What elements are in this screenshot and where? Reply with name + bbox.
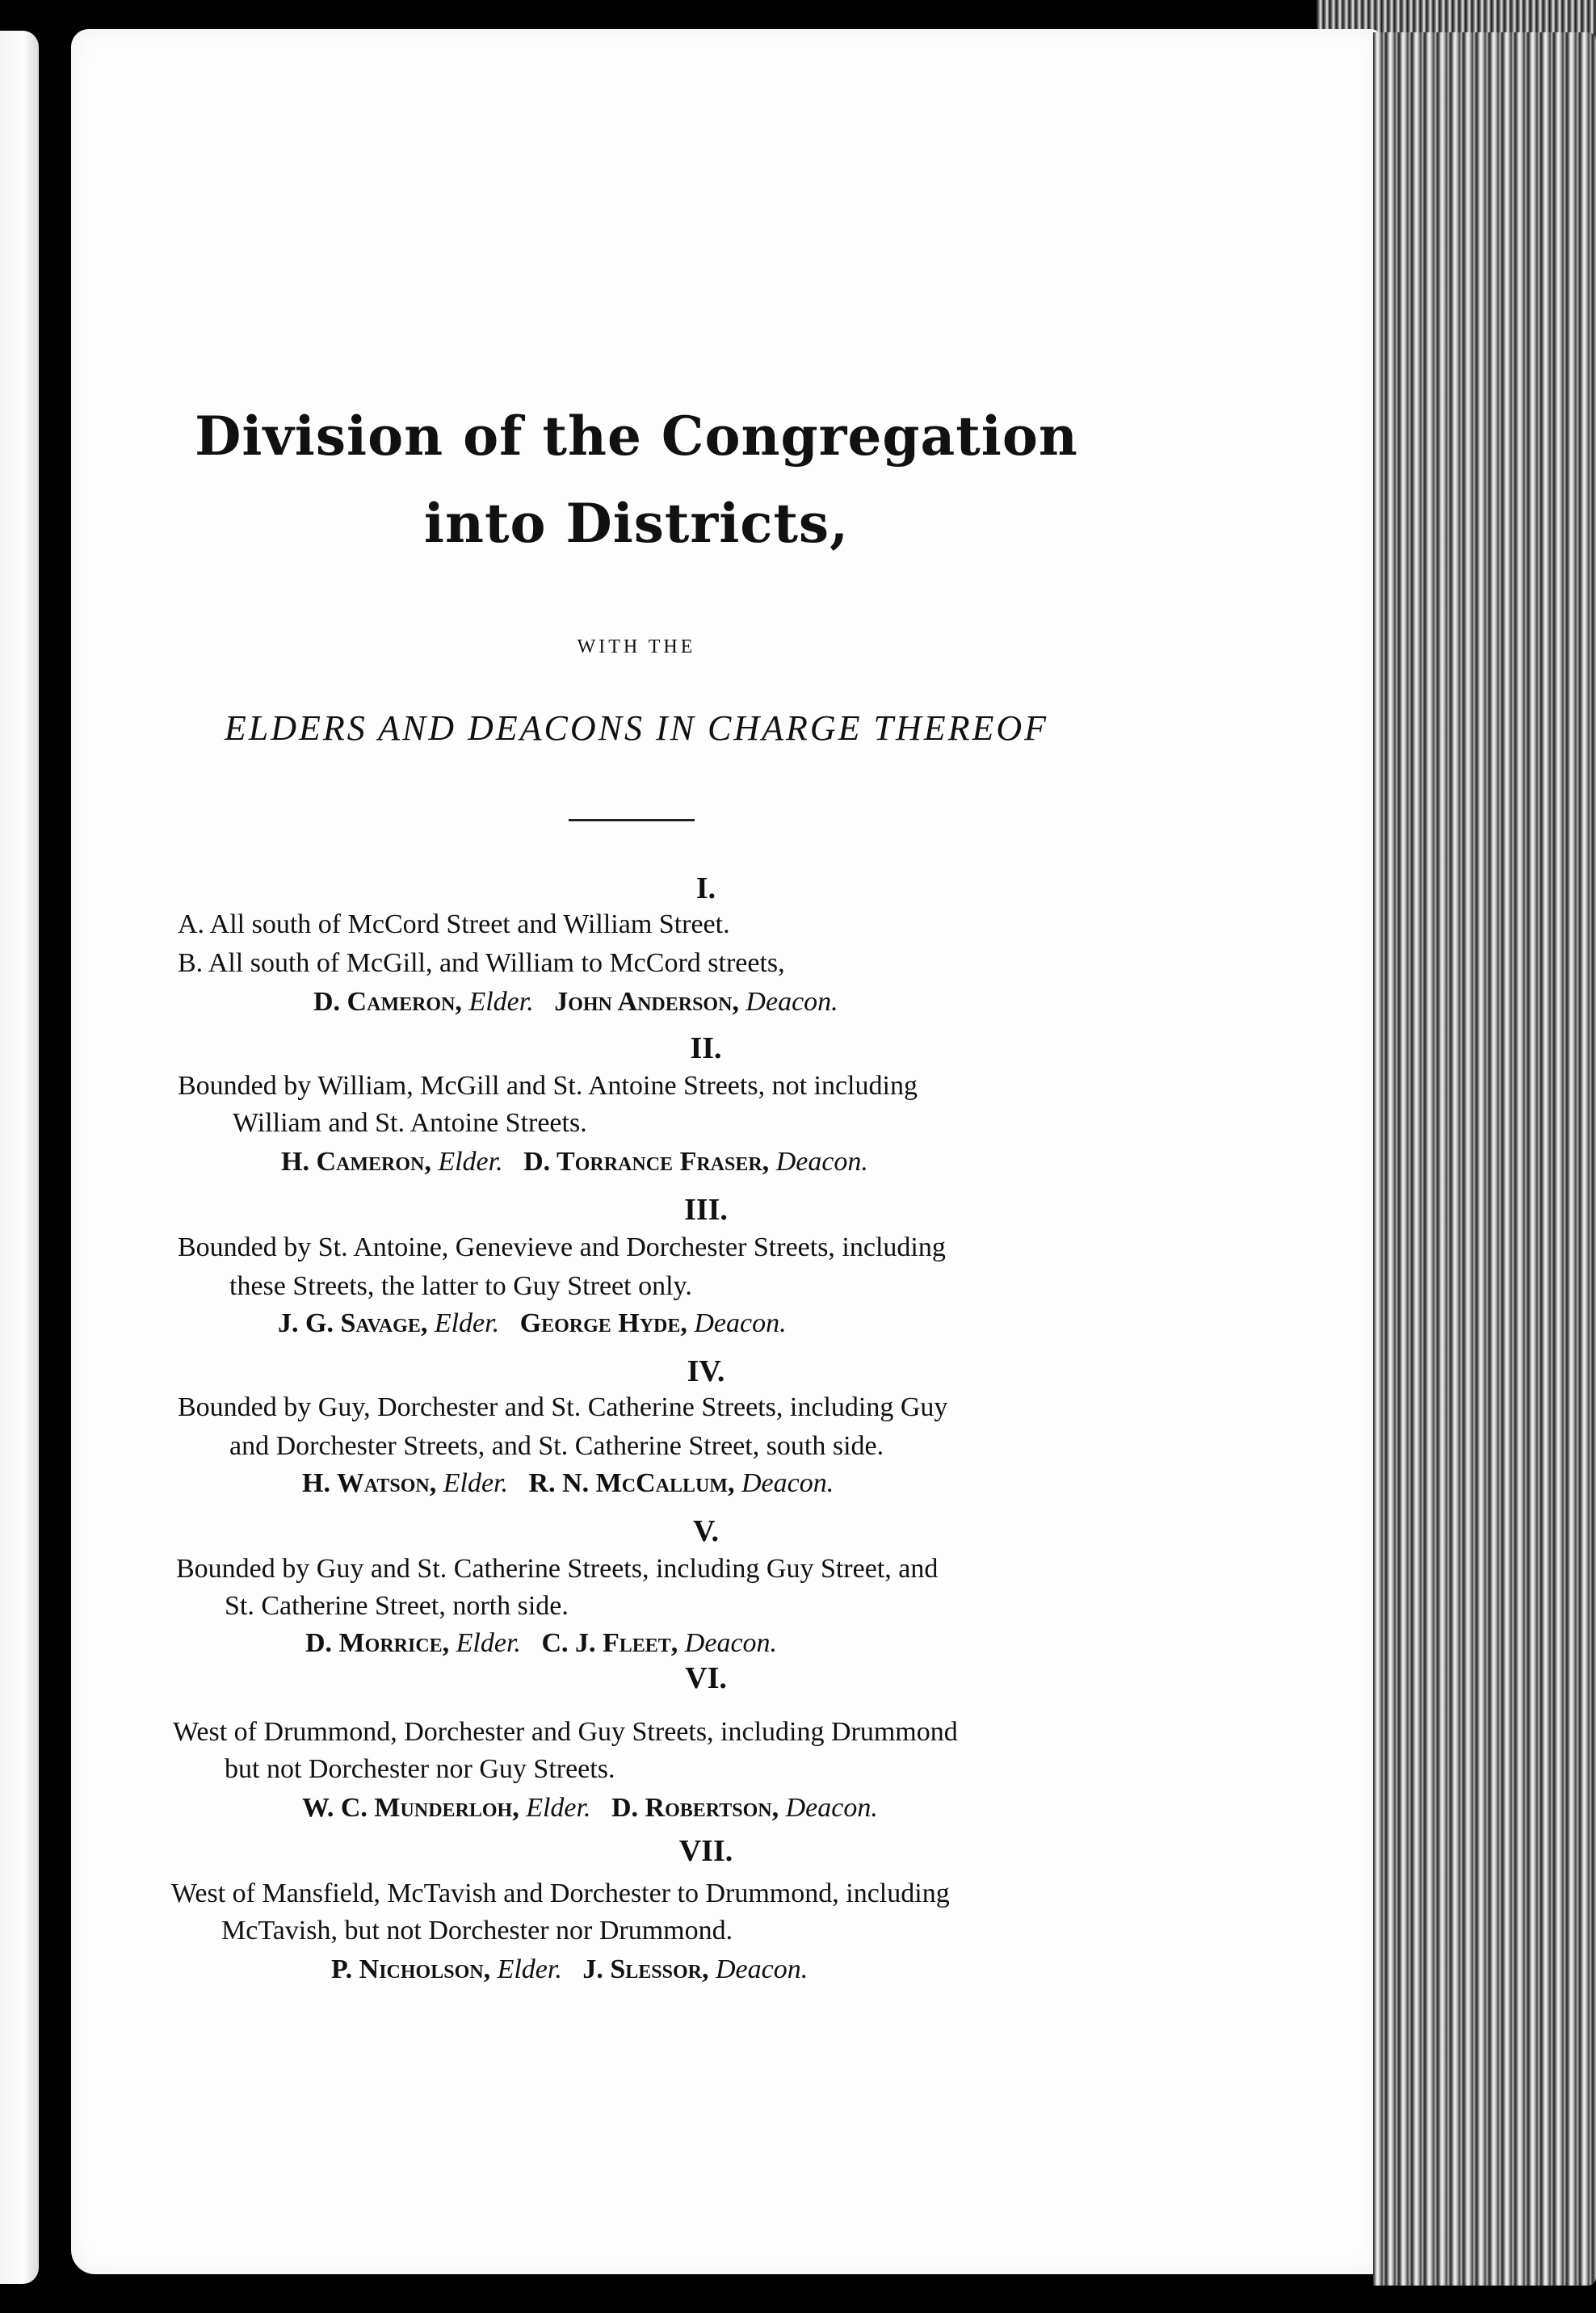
page-subtitle: ELDERS AND DEACONS IN CHARGE THEREOF <box>224 708 1049 748</box>
district-boundary-line: and Dorchester Streets, and St. Catherine Street, south side. <box>229 1431 884 1461</box>
district-officers <box>313 987 838 1018</box>
elder-name: H. Cameron, <box>281 1147 431 1177</box>
deacon-role: Deacon. <box>715 1954 808 1984</box>
title-line-1: Division of the Congregation <box>195 405 1078 468</box>
elder-name: J. G. Savage, <box>278 1308 428 1338</box>
district-boundary-line: A. All south of McCord Street and William Street. <box>178 909 730 939</box>
district-boundary-line: B. All south of McGill, and William to McCord streets, <box>178 948 785 978</box>
deacon-name: D. Torrance Fraser, <box>523 1147 770 1177</box>
district-boundary-line: these Streets, the latter to Guy Street only. <box>229 1271 692 1301</box>
divider-rule <box>569 819 695 821</box>
district-officers <box>278 1308 787 1339</box>
elder-name: D. Morrice, <box>305 1628 450 1658</box>
deacon-name: C. J. Fleet, <box>541 1628 678 1658</box>
district-numeral: VI. <box>685 1661 727 1695</box>
deacon-role: Deacon. <box>785 1793 878 1823</box>
elder-role: Elder. <box>497 1954 562 1984</box>
book-fore-edge <box>1373 32 1596 2286</box>
title-line-2: into Districts, <box>423 492 850 555</box>
district-officers <box>281 1147 868 1177</box>
deacon-name: J. Slessor, <box>582 1954 709 1984</box>
deacon-name: John Anderson, <box>554 987 739 1017</box>
elder-name: H. Watson, <box>302 1468 437 1498</box>
district-boundary-line: Bounded by Guy, Dorchester and St. Catherine Streets, including Guy <box>178 1392 948 1422</box>
page-title <box>71 392 1202 567</box>
district-boundary-line: Bounded by St. Antoine, Genevieve and Dorchester Streets, including <box>178 1232 946 1262</box>
deacon-role: Deacon. <box>741 1468 834 1498</box>
facing-page-edge <box>0 31 39 2284</box>
deacon-role: Deacon. <box>684 1628 778 1658</box>
deacon-name: George Hyde, <box>519 1308 687 1338</box>
deacon-role: Deacon. <box>746 987 838 1017</box>
district-boundary-line: McTavish, but not Dorchester nor Drummond. <box>221 1916 733 1946</box>
district-officers <box>305 1628 777 1659</box>
page-content <box>71 29 1380 2274</box>
district-numeral: I. <box>695 871 716 905</box>
deacon-name: D. Robertson, <box>611 1793 779 1823</box>
deacon-role: Deacon. <box>694 1308 787 1338</box>
elder-role: Elder. <box>456 1628 521 1658</box>
elder-role: Elder. <box>438 1147 503 1177</box>
district-numeral: III. <box>684 1193 728 1227</box>
deacon-role: Deacon. <box>775 1147 868 1177</box>
district-boundary-line: William and St. Antoine Streets. <box>233 1108 587 1138</box>
district-boundary-line: West of Drummond, Dorchester and Guy Streets, including Drummond <box>173 1717 958 1747</box>
elder-role: Elder. <box>434 1308 500 1338</box>
district-officers <box>302 1793 878 1824</box>
elder-role: Elder. <box>468 987 534 1017</box>
district-boundary-line: West of Mansfield, McTavish and Dorchester to Drummond, including <box>171 1879 950 1908</box>
elder-role: Elder. <box>443 1468 509 1498</box>
district-boundary-line: Bounded by Guy and St. Catherine Streets, including Guy Street, and <box>176 1554 939 1584</box>
district-boundary-line: Bounded by William, McGill and St. Antoine Streets, not including <box>178 1071 918 1101</box>
district-numeral: IV. <box>687 1354 725 1388</box>
district-boundary-line: but not Dorchester nor Guy Streets. <box>225 1754 615 1784</box>
district-officers <box>302 1468 834 1499</box>
district-numeral: VII. <box>678 1834 733 1868</box>
district-numeral: II. <box>690 1031 722 1065</box>
with-the-caption: WITH THE <box>577 636 696 657</box>
deacon-name: R. N. McCallum, <box>528 1468 735 1498</box>
elder-name: D. Cameron, <box>313 987 462 1017</box>
district-boundary-line: St. Catherine Street, north side. <box>225 1591 569 1621</box>
elder-name: W. C. Munderloh, <box>302 1793 519 1823</box>
district-numeral: V. <box>692 1514 720 1548</box>
elder-role: Elder. <box>526 1793 591 1823</box>
district-officers <box>331 1954 808 1985</box>
elder-name: P. Nicholson, <box>331 1954 491 1984</box>
